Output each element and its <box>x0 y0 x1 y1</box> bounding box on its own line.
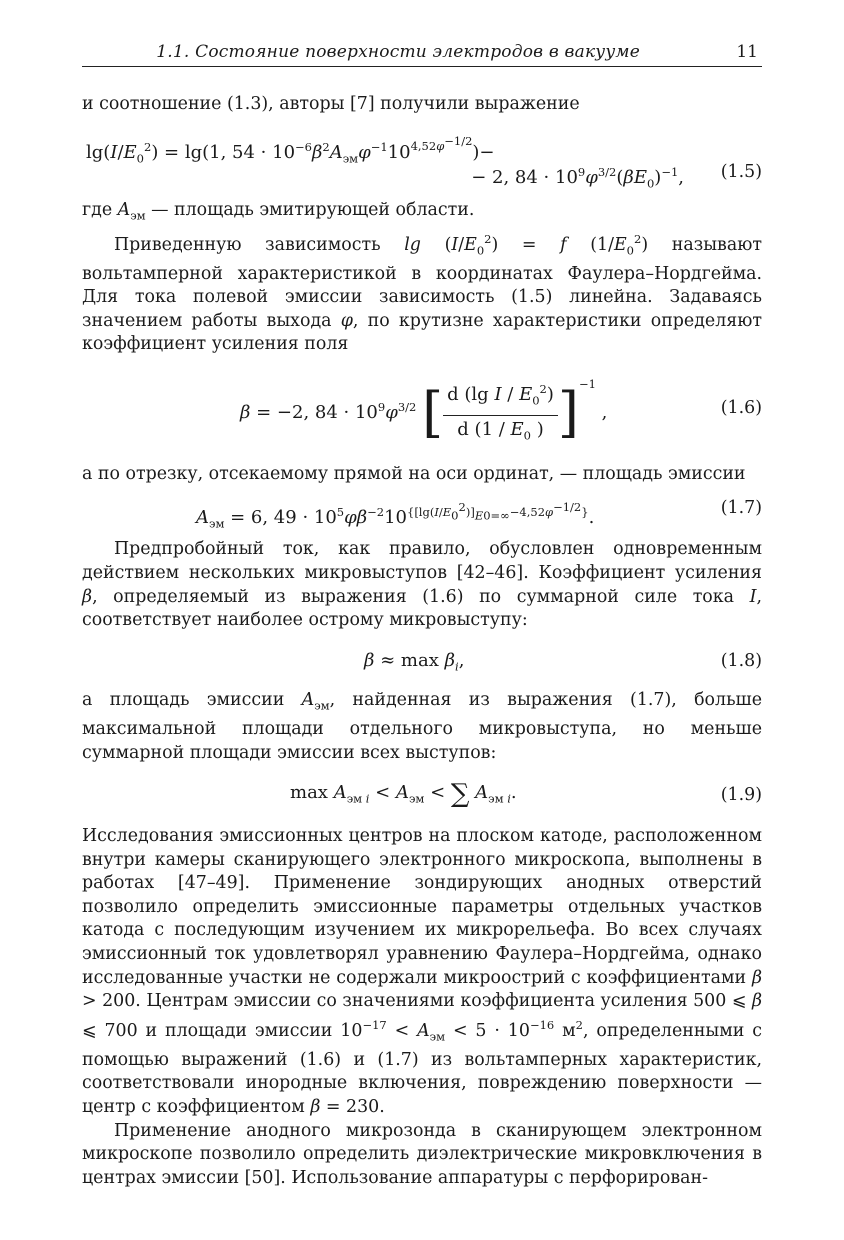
paragraph-7: Исследования эмиссионных центров на плоском катоде, расположенном внутри камеры сканирующего электронного микроскопа, выполнены в работах [47–49]. Применение зондирующих анодных отверстий позволило определить эмиссионные параметры отдельных участков катода с последующим изучением их микрорельефа. Во всех случаях эмиссионный ток удовлетворял уравнению Фаулера–Нордгейма, однако исследованные участки не содержали микроострий с коэффициентами β > 200. Центрам эмиссии со значениями коэффициента усиления 500 ⩽ β ⩽ 700 и площади эмиссии $10^{-17} < A_{эм} < 5 \cdot 10^{-16}$ $м^2$, определенными с помощью выражений (1.6) и (1.7) из вольтамперных характеристик, соответствовали инородные включения, повреждению поверхности — центр с коэффициентом β = 230. <box>82 826 763 1117</box>
equation-1-5-line-1: $\lg(I/E_0^2) = \lg(1$, $54 \cdot 10^{-6}\beta^2A_{эм}\varphi^{-1}10^{4,52\varphi^{-1/2}})-$ <box>86 134 495 166</box>
page <box>82 40 762 1190</box>
running-title: 1.1. Состояние поверхности электродов в вакууме <box>156 42 640 62</box>
paragraph-6: а площадь эмиссии $A_{эм}$, найденная из выражения (1.7), больше максимальной площади отдельного микровыступа, но меньше суммарной площади эмиссии всех выступов: <box>82 689 763 763</box>
paragraph-4: а по отрезку, отсекаемому прямой на оси ординат, — площадь эмиссии <box>82 463 746 484</box>
equation-number-1-7: (1.7) <box>720 498 762 519</box>
equation-1-6 <box>82 367 762 451</box>
equation-1-9-body: $\max A_{эм i} < A_{эм}$ < ∑ $A_{эм i}$. <box>290 779 517 810</box>
equation-1-7-body: $A_{эм} = 6$, $49 \cdot 10^5\varphi\beta^{-2}10^{\{[lg(I/E_0^2)]_{E0=\infty}-4,52\varphi^{-1/2}\}}$. <box>196 500 595 531</box>
equation-number-1-9: (1.9) <box>720 785 762 806</box>
equation-number-1-8: (1.8) <box>720 651 762 672</box>
paragraph-5: Предпробойный ток, как правило, обусловлен одновременным действием нескольких микровыступов [42–46]. Коэффициент усиления β, определяемый из выражения (1.6) по суммарной силе тока I, соответствует наиболее острому микровыступу: <box>82 539 762 631</box>
equation-1-8 <box>82 647 762 677</box>
equation-1-8-body: $\beta \approx \max \beta_i$, <box>364 649 465 674</box>
equation-1-7 <box>82 492 762 531</box>
equation-1-9 <box>82 779 762 813</box>
paragraph-2: где $A_{эм}$ — площадь эмитирующей области. <box>82 199 475 223</box>
page-number: 11 <box>736 42 758 62</box>
equation-1-6-body: β = −2, $84 \cdot 10^9\varphi^{3/2}$ [ $\frac{d (\lg I / E_0^2)}{d (1 / E_0 )}$ ]$^{-1}$ , <box>240 376 608 444</box>
equation-number-1-6: (1.6) <box>720 398 762 419</box>
equation-1-5 <box>82 131 762 191</box>
page-body <box>82 93 762 1190</box>
paragraph-1: и соотношение (1.3), авторы [7] получили выражение <box>82 94 580 114</box>
paragraph-3: Приведенную зависимость $\lg (I/E_0^2) = f$ $(1/E_0^2)$ называют вольтамперной характеристикой в координатах Фаулера–Нордгейма. Для тока полевой эмиссии зависимость (1.5) линейна. Задаваясь значением работы выхода φ, по крутизне характеристики определяют коэффициент усиления поля <box>82 231 762 355</box>
page-header <box>82 40 762 67</box>
paragraph-8: Применение анодного микрозонда в сканирующем электронном микроскопе позволило определить диэлектрические микровключения в центрах эмиссии [50]. Использование аппаратуры с перфорирован- <box>82 1120 762 1188</box>
equation-1-5-line-2: − 2, $84 \cdot 10^9\varphi^{3/2}(\beta E_0)^{-1}$, <box>471 164 684 191</box>
equation-number-1-5: (1.5) <box>720 161 762 182</box>
